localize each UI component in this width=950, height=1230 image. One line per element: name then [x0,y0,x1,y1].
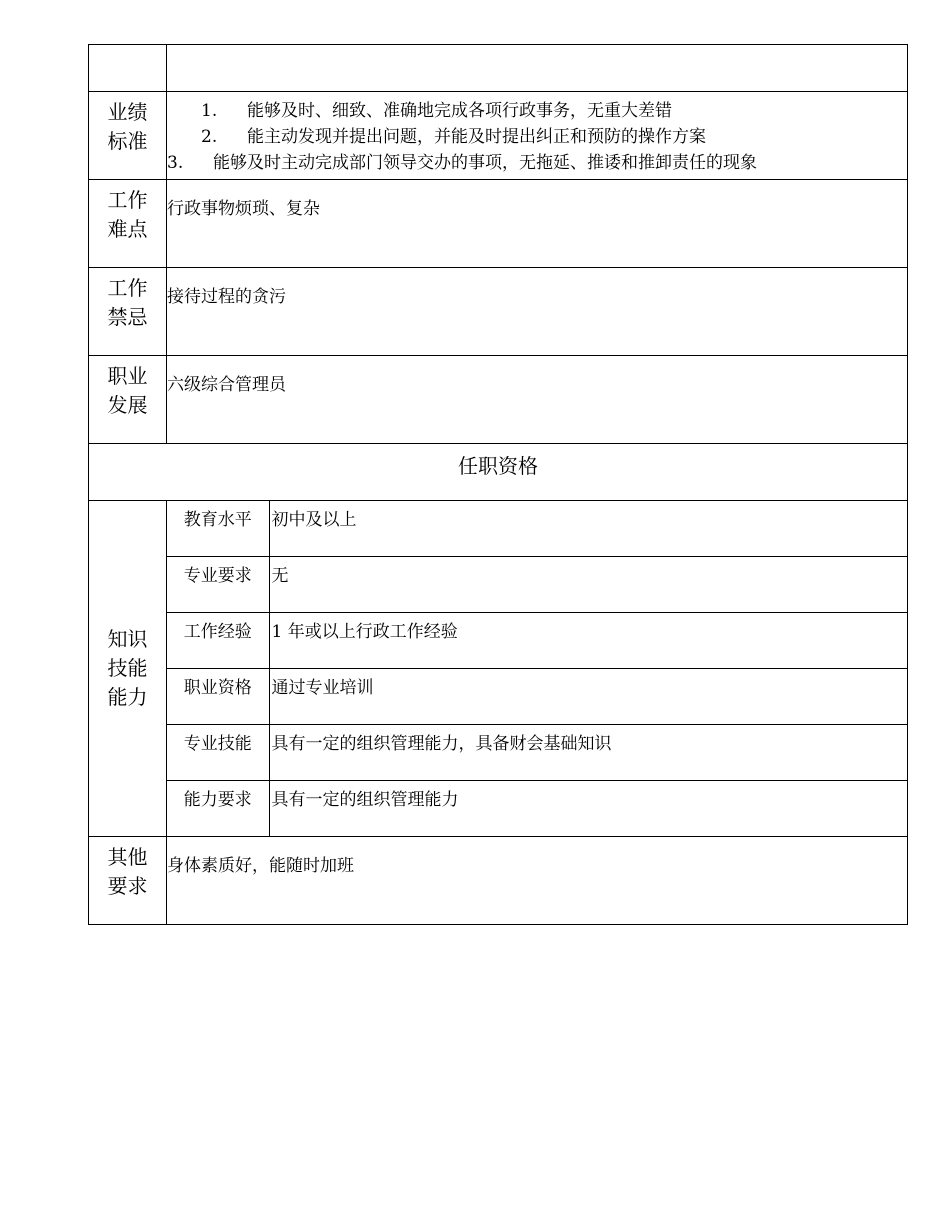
table-row [167,613,907,669]
certification-key: 职业资格 [167,669,269,725]
knowledge-content [167,501,908,837]
qualification-header-row [89,444,908,501]
experience-value: 1 年或以上行政工作经验 [269,613,907,669]
skill-key: 专业技能 [167,725,269,781]
education-key: 教育水平 [167,501,269,557]
job-description-sheet [88,44,907,925]
taboo-label: 工作 禁忌 [89,268,167,356]
certification-value: 通过专业培训 [269,669,907,725]
performance-content [167,92,908,180]
other-content: 身体素质好，能随时加班 [167,837,908,925]
table-row [167,557,907,613]
top-blank-row [89,45,908,92]
knowledge-row [89,501,908,837]
ability-value: 具有一定的组织管理能力 [269,781,907,837]
performance-row [89,92,908,180]
performance-label: 业绩 标准 [89,92,167,180]
job-table [88,44,908,925]
other-label: 其他 要求 [89,837,167,925]
career-row [89,356,908,444]
knowledge-table [167,501,907,836]
table-row [167,501,907,557]
difficulty-content: 行政事物烦琐、复杂 [167,180,908,268]
difficulty-row [89,180,908,268]
education-value: 初中及以上 [269,501,907,557]
major-value: 无 [269,557,907,613]
performance-item: 2. 能主动发现并提出问题，并能及时提出纠正和预防的操作方案 [201,127,706,147]
taboo-row [89,268,908,356]
performance-item: 3. 能够及时主动完成部门领导交办的事项，无拖延、推诿和推卸责任的现象 [167,153,757,173]
experience-key: 工作经验 [167,613,269,669]
blank-content-cell [167,45,908,92]
other-row [89,837,908,925]
blank-label-cell [89,45,167,92]
qualification-title: 任职资格 [89,444,908,501]
major-key: 专业要求 [167,557,269,613]
table-row [167,781,907,837]
difficulty-label: 工作 难点 [89,180,167,268]
career-content: 六级综合管理员 [167,356,908,444]
table-row [167,725,907,781]
performance-item: 1. 能够及时、细致、准确地完成各项行政事务，无重大差错 [201,101,672,121]
knowledge-label: 知识 技能 能力 [89,501,167,837]
career-label: 职业 发展 [89,356,167,444]
table-row [167,669,907,725]
skill-value: 具有一定的组织管理能力，具备财会基础知识 [269,725,907,781]
ability-key: 能力要求 [167,781,269,837]
taboo-content: 接待过程的贪污 [167,268,908,356]
